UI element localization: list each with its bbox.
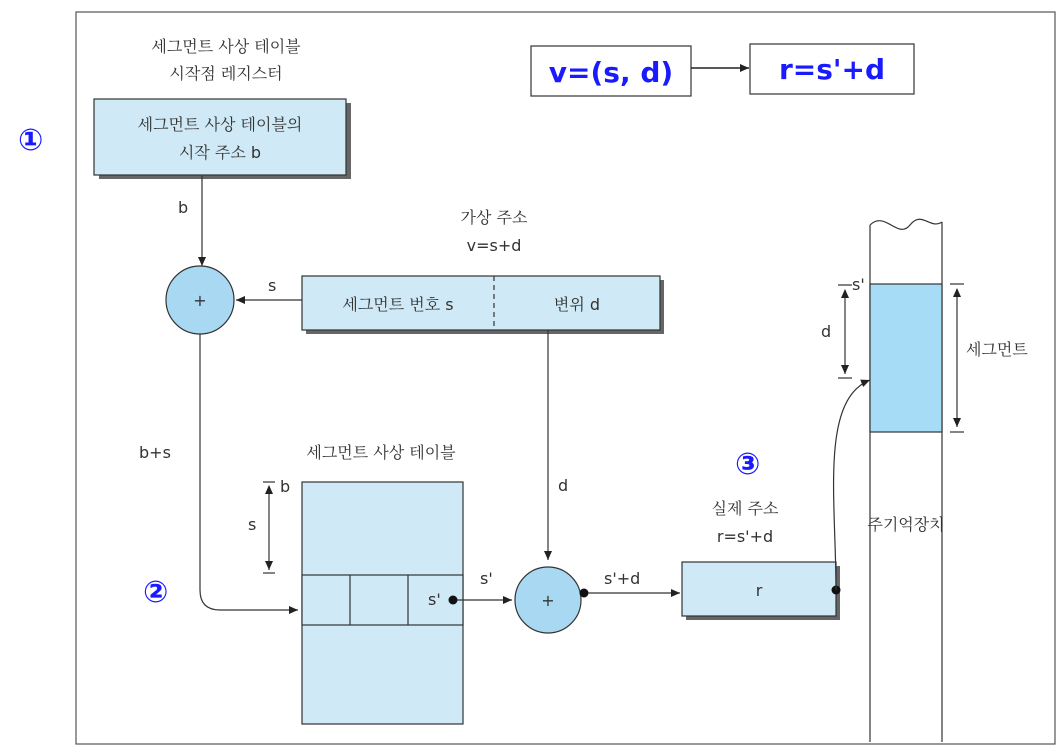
marker-3: ③ xyxy=(735,447,761,482)
adder-2-dot xyxy=(580,589,589,598)
table-s-mark: s xyxy=(248,515,257,534)
mapping-cell-dot xyxy=(449,596,458,605)
memory-segment xyxy=(870,284,942,432)
d-label: d xyxy=(558,476,569,495)
marker-1: ① xyxy=(18,123,44,158)
r-to-memory-curve xyxy=(834,380,870,590)
memory-s-prime: s' xyxy=(852,275,865,294)
segment-label: 세그먼트 xyxy=(966,340,1028,359)
b-plus-s-label: b+s xyxy=(139,443,171,462)
displacement-label: 변위 d xyxy=(553,295,601,314)
register-box xyxy=(94,99,346,175)
marker-2: ② xyxy=(143,575,169,610)
s-prime-plus-d-label: s'+d xyxy=(604,569,641,588)
adder-1-plus: + xyxy=(193,291,207,310)
register-title-line1: 세그먼트 사상 테이블 xyxy=(151,37,301,56)
virtual-address-formula: v=s+d xyxy=(466,236,522,255)
real-address-formula: r=s'+d xyxy=(716,527,774,546)
s-prime-label: s' xyxy=(480,569,493,588)
b-plus-s-path xyxy=(200,334,298,610)
real-address-title: 실제 주소 xyxy=(711,499,779,518)
virtual-address-title: 가상 주소 xyxy=(460,208,528,227)
segment-number-label: 세그먼트 번호 s xyxy=(342,295,454,314)
real-address-r: r xyxy=(755,581,763,600)
memory-d: d xyxy=(821,322,832,341)
formula-real: r=s'+d xyxy=(778,53,886,86)
table-b-mark: b xyxy=(280,477,291,496)
s-label: s xyxy=(268,276,277,295)
formula-virtual: v=(s, d) xyxy=(548,56,674,89)
mapping-table-title: 세그먼트 사상 테이블 xyxy=(306,443,456,462)
register-text-line1: 세그먼트 사상 테이블의 xyxy=(137,115,303,134)
adder-2-plus: + xyxy=(541,591,555,610)
b-label: b xyxy=(178,198,189,217)
memory-caption: 주기억장치 xyxy=(867,515,945,534)
mapping-cell-s-prime: s' xyxy=(428,590,441,609)
register-text-line2: 시작 주소 b xyxy=(178,143,262,162)
register-title-line2: 시작점 레지스터 xyxy=(169,64,283,83)
